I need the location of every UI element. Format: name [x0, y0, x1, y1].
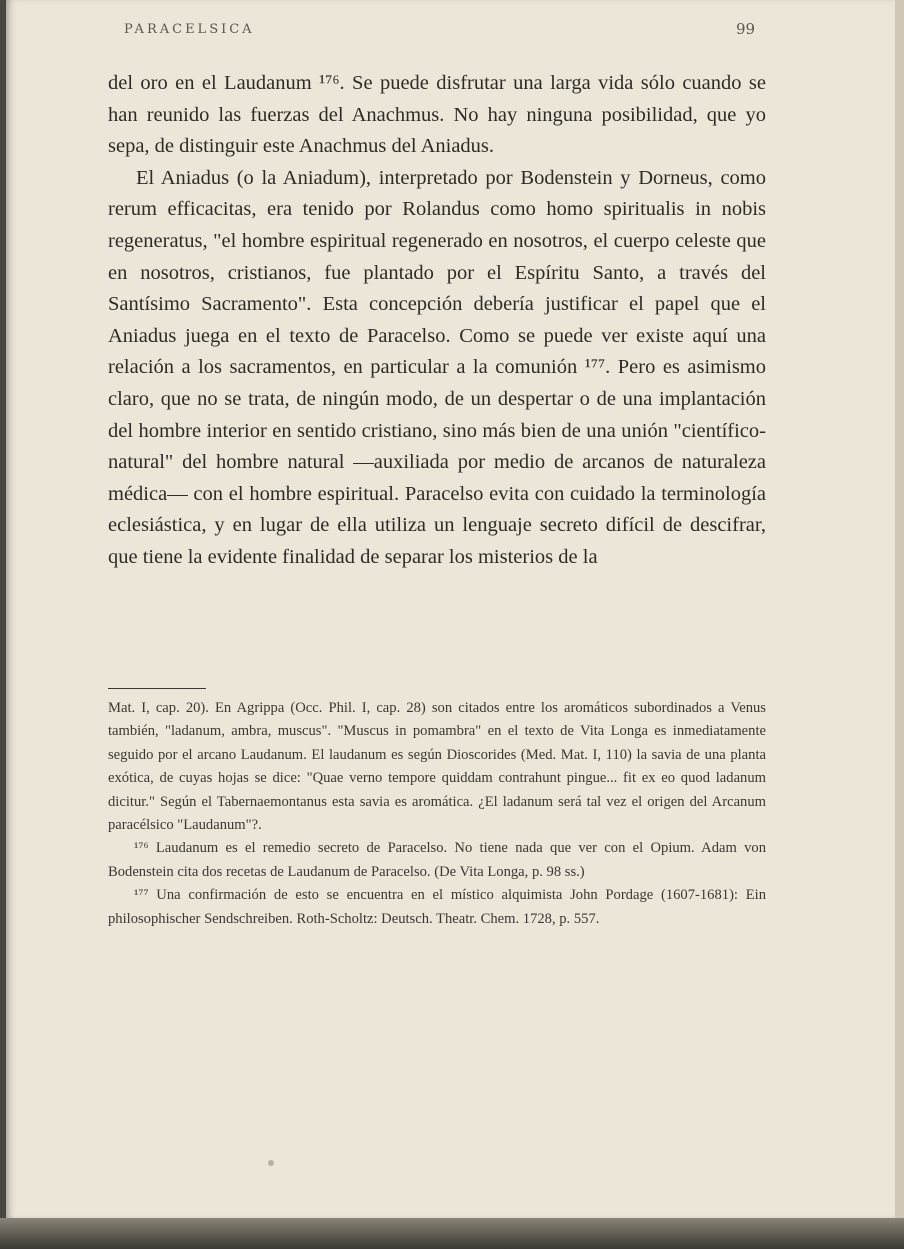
paragraph: del oro en el Laudanum ¹⁷⁶. Se puede disfrutar una larga vida sólo cuando se han reunido las fuerzas del Anachmus. No hay ninguna posibilidad, que yo sepa, de distinguir este Anachmus del Aniadus. [108, 72, 766, 158]
book-bottom-edge [0, 1218, 904, 1249]
footnote-continuation: Mat. I, cap. 20). En Agrippa (Occ. Phil. I, cap. 28) son citados entre los aromáticos subordinados a Venus también, "ladanum, ambra, muscus". "Muscus in pomambra" en el texto de Vita Longa es inmediatamente seguido por el arcano Laudanum. El laudanum es según Dioscorides (Med. Mat. I, 110) la savia de una planta exótica, de cuyas hojas se dice: "Quae verno tempore quiddam contrahunt pingue... fit ex eo quod ladanum dicitur." Según el Tabernaemontanus esta savia es aromática. ¿El ladanum será tal vez el origen del Arcanum paracélsico "Laudanum"?. [108, 700, 766, 834]
footnotes [108, 697, 766, 931]
main-text [108, 68, 766, 574]
page-right-margin [895, 0, 904, 1218]
running-head: PARACELSICA [124, 22, 255, 37]
footnote-177: ¹⁷⁷ Una confirmación de esto se encuentra en el místico alquimista John Pordage (1607-1681): Ein philosophischer Sendschreiben. Roth-Scholtz: Deutsch. Theatr. Chem. 1728, p. 557. [108, 887, 766, 927]
paragraph: El Aniadus (o la Aniadum), interpretado por Bodenstein y Dorneus, como rerum efficacitas, era tenido por Rolandus como homo spiritualis in nobis regeneratus, "el hombre espiritual regenerado en nosotros, el cuerpo celeste que en nosotros, cristianos, fue plantado por el Espíritu Santo, a través del Santísimo Sacramento". Esta concepción debería justificar el papel que el Aniadus juega en el texto de Paracelso. Como se puede ver existe aquí una relación a los sacramentos, en particular a la comunión ¹⁷⁷. Pero es asimismo claro, que no se trata, de ningún modo, de un despertar o de una implantación del hombre interior en sentido cristiano, sino más bien de una unión "científico-natural" del hombre natural —auxiliada por medio de arcanos de naturaleza médica— con el hombre espiritual. Paracelso evita con cuidado la terminología eclesiástica, y en lugar de ella utiliza un lenguaje secreto difícil de descifrar, que tiene la evidente finalidad de separar los misterios de la [108, 166, 766, 568]
page-number: 99 [736, 20, 756, 38]
footnote-rule [108, 688, 206, 689]
footnote-176: ¹⁷⁶ Laudanum es el remedio secreto de Paracelso. No tiene nada que ver con el Opium. Adam von Bodenstein cita dos recetas de Laudanum de Paracelso. (De Vita Longa, p. 98 ss.) [108, 840, 766, 880]
page-smudge [268, 1160, 274, 1166]
